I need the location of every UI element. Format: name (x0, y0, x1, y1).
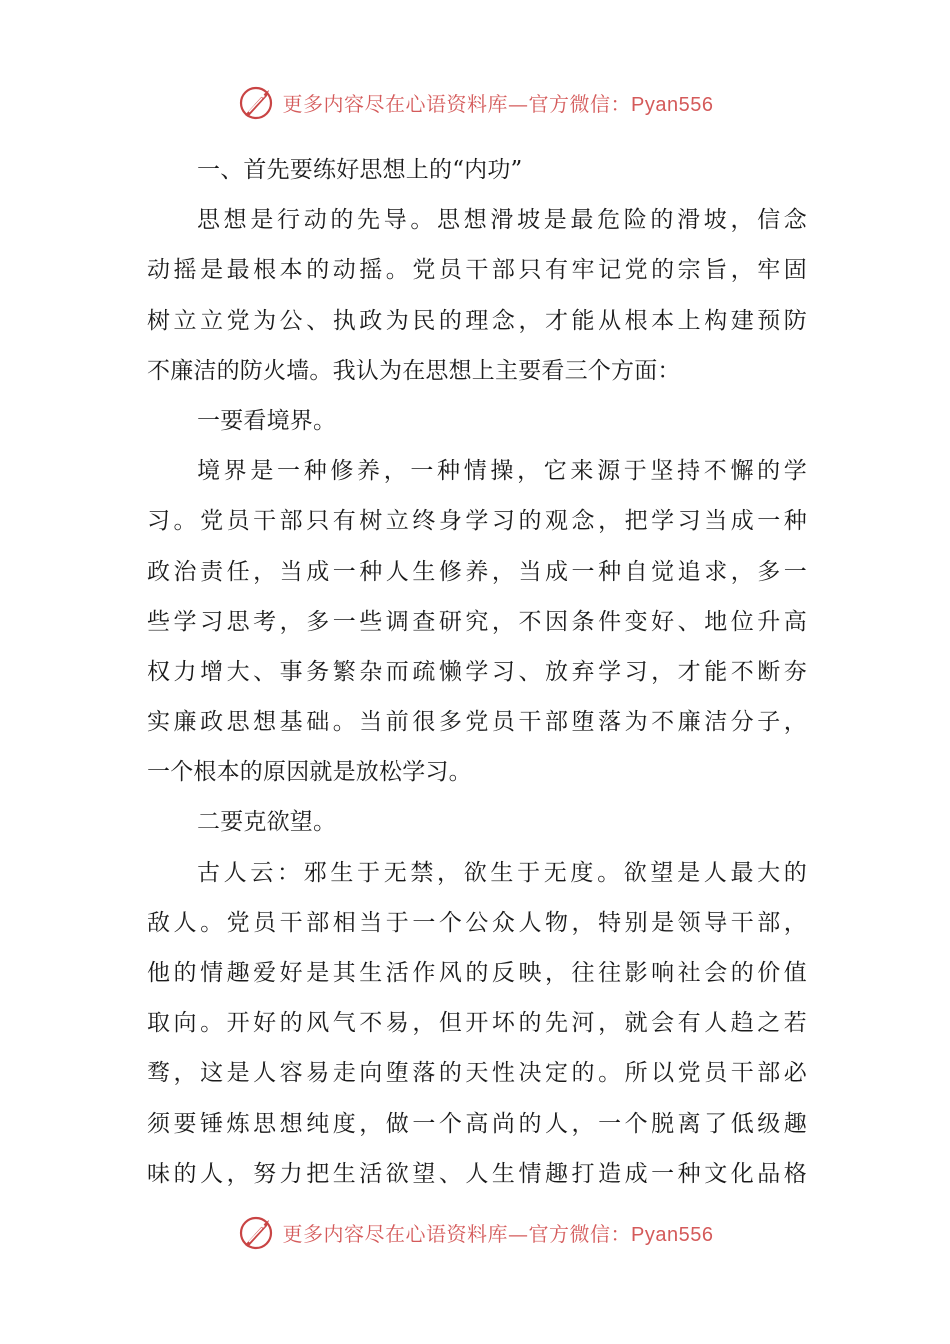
paragraph-line: 权力增大、事务繁杂而疏懒学习、放弃学习，才能不断夯 (147, 658, 807, 685)
section-heading: 一、首先要练好思想上的“内功” (197, 157, 523, 183)
document-body (147, 145, 807, 1199)
paragraph-line: 政治责任，当成一种人生修养，当成一种自觉追求，多一 (147, 558, 807, 585)
paragraph-line: 古人云：邪生于无禁，欲生于无度。欲望是人最大的 (197, 859, 807, 886)
paragraph-line: 习。党员干部只有树立终身学习的观念，把学习当成一种 (147, 508, 807, 535)
paragraph-line: 些学习思考，多一些调查研究，不因条件变好、地位升高 (147, 608, 807, 635)
paragraph-line: 须要锤炼思想纯度，做一个高尚的人，一个脱离了低级趣 (147, 1110, 807, 1137)
subheading: 二要克欲望。 (197, 809, 337, 836)
watermark-handle: Pyan556 (631, 93, 714, 116)
subheading: 一要看境界。 (197, 407, 337, 434)
paragraph-line: 思想是行动的先导。思想滑坡是最危险的滑坡，信念 (197, 207, 807, 234)
watermark-text (283, 88, 714, 117)
paragraph-line: 他的情趣爱好是其生活作风的反映，往往影响社会的价值 (147, 960, 807, 986)
header-watermark (0, 80, 950, 124)
pen-nib-seal-icon (237, 1212, 277, 1252)
paragraph-line: 动摇是最根本的动摇。党员干部只有牢记党的宗旨，牢固 (147, 257, 807, 284)
watermark-label: 更多内容尽在心语资料库—官方微信： (282, 1221, 632, 1246)
paragraph-line: 取向。开好的风气不易，但开坏的先河，就会有人趋之若 (147, 1010, 807, 1037)
pen-nib-seal-icon (237, 82, 277, 122)
paragraph-line: 不廉洁的防火墙。我认为在思想上主要看三个方面： (147, 357, 681, 384)
paragraph-line: 树立立党为公、执政为民的理念，才能从根本上构建预防 (147, 307, 807, 334)
watermark-text (283, 1218, 714, 1247)
watermark-label: 更多内容尽在心语资料库—官方微信： (282, 91, 632, 116)
paragraph-line: 实廉政思想基础。当前很多党员干部堕落为不廉洁分子， (147, 709, 807, 736)
paragraph-line: 境界是一种修养，一种情操，它来源于坚持不懈的学 (197, 458, 807, 485)
paragraph-line: 味的人，努力把生活欲望、人生情趣打造成一种文化品格 (147, 1160, 807, 1187)
footer-watermark (0, 1210, 950, 1254)
paragraph-line: 敌人。党员干部相当于一个公众人物，特别是领导干部， (147, 909, 807, 936)
paragraph-line: 一个根本的原因就是放松学习。 (147, 759, 472, 786)
watermark-handle: Pyan556 (631, 1223, 714, 1246)
paragraph-line: 骛，这是人容易走向堕落的天性决定的。所以党员干部必 (147, 1060, 807, 1087)
